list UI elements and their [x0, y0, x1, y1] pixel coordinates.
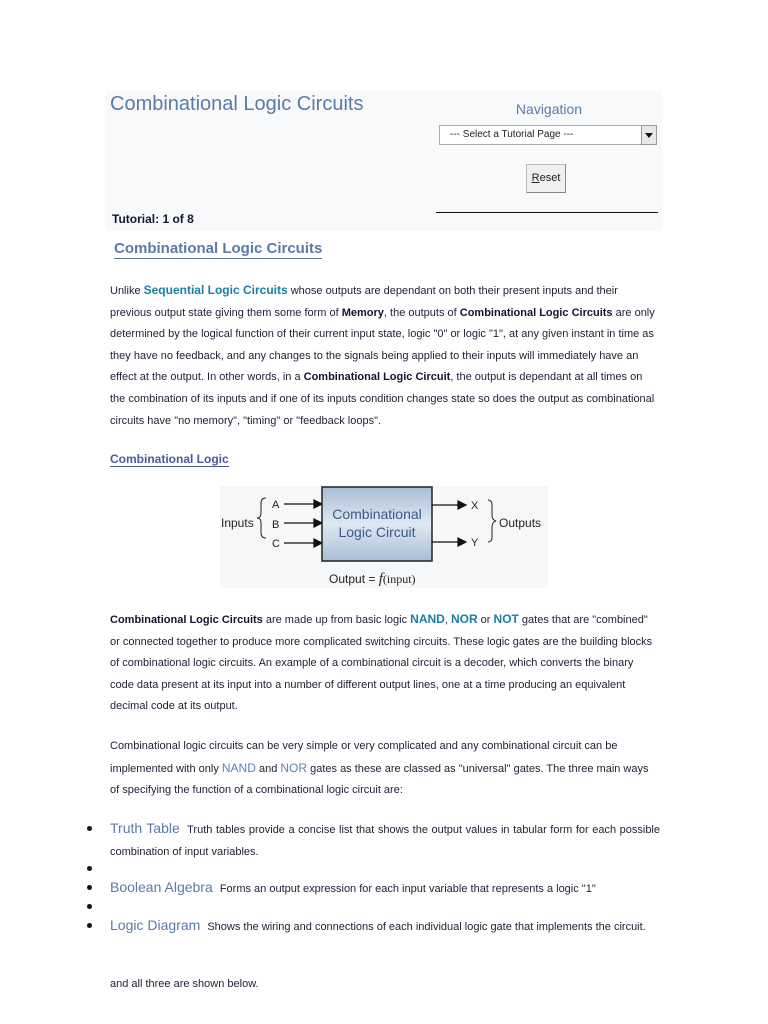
- list-item-logic-diagram: [85, 914, 660, 938]
- bullet-description: Truth tables provide a concise list that shows the output values in tabular form for each possible combination of input variables.: [110, 824, 660, 858]
- input-c: C: [272, 538, 280, 550]
- input-arrows: [284, 500, 322, 547]
- text: , the outputs of: [383, 306, 460, 319]
- input-a: A: [272, 499, 280, 511]
- bullet-description: Forms an output expression for each input variable that represents a logic "1": [219, 883, 596, 895]
- universal-gates-paragraph: [110, 736, 660, 802]
- figure-caption: [329, 571, 416, 587]
- text: , the output is dependant at all times on the combination of its inputs and if one of its inputs condition changes state so does the output as combinational circuits have "no memory", "timing" or "feedback loops".: [110, 371, 655, 427]
- tutorial-counter: Tutorial: 1 of 8: [112, 212, 194, 226]
- logic-diagram-link[interactable]: Logic Diagram: [110, 917, 201, 933]
- bullet-description: Shows the wiring and connections of each individual logic gate that implements the circuit.: [207, 921, 646, 933]
- text: and: [255, 762, 281, 775]
- text: Unlike: [110, 285, 144, 297]
- nand-link[interactable]: NAND: [410, 612, 445, 626]
- clc-term: Combinational Logic Circuit: [303, 371, 451, 384]
- inputs-brace: [257, 498, 266, 538]
- block-label-line2: Logic Circuit: [338, 524, 416, 540]
- nor-gate-link[interactable]: NOR: [280, 760, 308, 775]
- text: whose outputs are dependant on both their present inputs and their previous output state giving them some form of: [110, 285, 618, 319]
- page-title: Combinational Logic Circuits: [110, 93, 364, 115]
- inputs-label: Inputs: [221, 516, 254, 530]
- nor-link[interactable]: NOR: [450, 612, 478, 626]
- block-diagram-svg: [220, 486, 548, 588]
- output-y: Y: [471, 537, 479, 549]
- gates-paragraph: [110, 609, 660, 718]
- tutorial-page-select[interactable]: [439, 125, 655, 145]
- clc-term: Combinational Logic Circuits: [459, 306, 613, 319]
- truth-table-link[interactable]: Truth Table: [110, 820, 180, 836]
- divider: [436, 212, 658, 213]
- intro-paragraph: [110, 280, 660, 432]
- reset-button[interactable]: [526, 164, 566, 193]
- outputs-label: Outputs: [499, 516, 542, 530]
- output-x: X: [471, 500, 479, 512]
- section-title: Combinational Logic Circuits: [114, 240, 323, 257]
- caption-prefix: Output =: [329, 572, 379, 586]
- text: or: [477, 614, 494, 626]
- block-label-line1: Combinational: [332, 506, 422, 522]
- input-b: B: [272, 519, 280, 531]
- reset-label: eset: [539, 172, 561, 184]
- closing-text: and all three are shown below.: [110, 978, 259, 990]
- text: are made up from basic logic: [262, 614, 411, 626]
- text: gates as these are classed as "universal" gates. The three main ways of specifying the function of a combinational logic circuit are:: [110, 762, 649, 797]
- caption-argument: (input): [382, 572, 416, 586]
- text: ,: [444, 614, 451, 626]
- subheading-combinational-logic: Combinational Logic: [110, 452, 229, 466]
- sequential-logic-link[interactable]: Sequential Logic Circuits: [143, 283, 288, 297]
- text: gates that are "combined" or connected together to produce more complicated switching circuits. These logic gates are the building blocks of combinational logic circuits. An example of a combinational circuit is a decoder, which converts the binary code data present at its input into a number of different output lines, one at a time producing an equivalent decimal code at its output.: [110, 614, 653, 713]
- navigation-panel: [436, 91, 658, 231]
- caption-function: f: [378, 571, 383, 587]
- reset-accesskey: R: [531, 172, 540, 184]
- select-dropdown-button[interactable]: [641, 125, 657, 145]
- clc-term: Combinational Logic Circuits: [110, 614, 263, 626]
- select-value: --- Select a Tutorial Page ---: [450, 129, 574, 140]
- navigation-title: Navigation: [515, 101, 583, 117]
- text: Combinational logic circuits can be very simple or very complicated and any combinational circuit can be implemented with only: [110, 740, 618, 775]
- output-arrows: [432, 501, 466, 546]
- memory-term: Memory: [341, 306, 384, 319]
- header-box: [106, 91, 662, 231]
- chevron-down-icon: [645, 133, 653, 138]
- combinational-logic-diagram: [220, 486, 548, 588]
- not-link[interactable]: NOT: [493, 612, 519, 626]
- outputs-brace: [488, 500, 496, 542]
- text: are only determined by the logical function of their current input state, logic "0" or logic "1", at any given instant in time as they have no feedback, and any changes to the signals being applied to their inputs will immediately have an effect at the output. In other words, in a: [110, 306, 655, 384]
- boolean-algebra-link[interactable]: Boolean Algebra: [110, 879, 213, 895]
- nand-gate-link[interactable]: NAND: [221, 760, 256, 775]
